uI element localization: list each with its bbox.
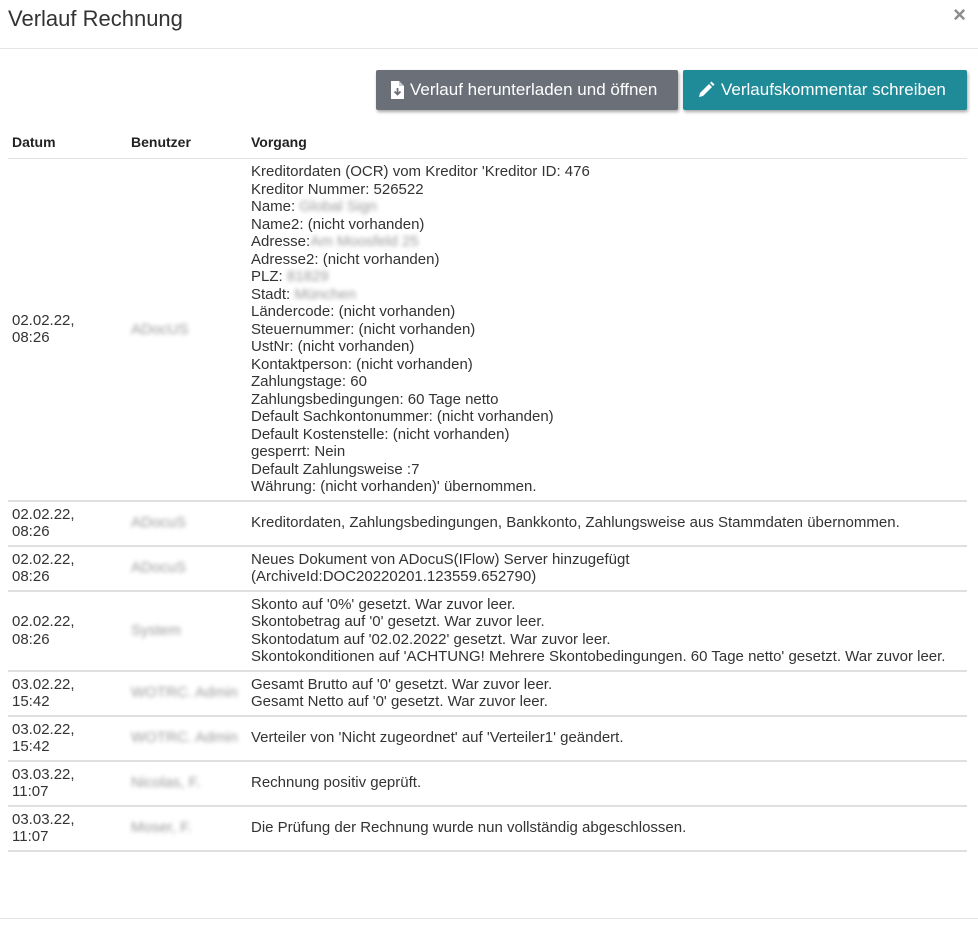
user-cell <box>127 159 247 501</box>
history-table <box>8 126 967 852</box>
user-text: Moser, F. <box>131 819 192 837</box>
date-cell <box>8 591 127 671</box>
user-text: WOTRC. Admin <box>131 684 238 702</box>
action-line: Währung: (nicht vorhanden)' übernommen. <box>251 478 537 495</box>
action-line: Adresse2: (nicht vorhanden) <box>251 250 440 268</box>
action-line: Default Kostenstelle: (nicht vorhanden) <box>251 425 510 443</box>
action-line: Default Sachkontonummer: (nicht vorhanden) <box>251 408 554 425</box>
user-text: System <box>131 621 182 639</box>
table-row <box>8 159 967 501</box>
action-line: Gesamt Netto auf '0' gesetzt. War zuvor leer. <box>251 693 548 710</box>
pencil-icon <box>697 81 715 99</box>
action-line: Name2: (nicht vorhanden) <box>251 215 425 233</box>
action-cell <box>247 761 967 806</box>
action-cell <box>247 671 967 716</box>
date-cell <box>8 546 127 591</box>
blurred-plz: 81829 <box>286 268 329 285</box>
time-text: 08:26 <box>12 630 50 648</box>
date-text: 03.02.22, <box>12 675 75 693</box>
action-cell <box>247 591 967 671</box>
action-line: Zahlungsbedingungen: 60 Tage netto <box>251 390 499 408</box>
column-header-user: Benutzer <box>127 126 247 159</box>
table-row <box>8 501 967 546</box>
action-line: Zahlungstage: 60 <box>251 373 367 390</box>
table-row <box>8 716 967 761</box>
user-text: ADocuS <box>131 559 187 577</box>
action-line: UstNr: (nicht vorhanden) <box>251 338 415 355</box>
user-text: ADocUS <box>131 320 189 338</box>
action-line: Neues Dokument von ADocuS(IFlow) Server hinzugefügt <box>251 550 630 568</box>
dialog-footer-divider <box>0 918 978 919</box>
table-row <box>8 806 967 851</box>
action-line: Kontaktperson: (nicht vorhanden) <box>251 355 473 373</box>
user-cell <box>127 546 247 591</box>
time-text: 15:42 <box>12 738 50 755</box>
time-text: 11:07 <box>12 783 49 800</box>
date-cell <box>8 501 127 546</box>
action-cell <box>247 806 967 851</box>
time-text: 08:26 <box>12 568 50 585</box>
dialog-title: Verlauf Rechnung <box>8 6 183 31</box>
action-line: Skontodatum auf '02.02.2022' gesetzt. War zuvor leer. <box>251 630 611 648</box>
time-text: 11:07 <box>12 828 49 845</box>
action-line: PLZ: 81829 <box>251 268 329 285</box>
table-row <box>8 761 967 806</box>
date-text: 02.02.22, <box>12 311 75 329</box>
action-line: Steuernummer: (nicht vorhanden) <box>251 320 476 338</box>
table-header-row <box>8 126 967 159</box>
blurred-name: Global Sign <box>299 198 377 215</box>
date-text: 02.02.22, <box>12 613 75 630</box>
download-history-label: Verlauf herunterladen und öffnen <box>410 80 658 99</box>
date-cell <box>8 761 127 806</box>
action-line: Stadt: München <box>251 285 357 303</box>
user-text: Nicolas, F. <box>131 774 201 792</box>
user-text: ADocuS <box>131 514 187 532</box>
table-row <box>8 591 967 671</box>
user-cell <box>127 501 247 546</box>
write-comment-label: Verlaufskommentar schreiben <box>721 80 946 99</box>
write-comment-button[interactable] <box>683 70 967 110</box>
action-line: (ArchiveId:DOC20220201.123559.652790) <box>251 568 537 585</box>
date-text: 03.02.22, <box>12 720 75 738</box>
user-text: WOTRC. Admin <box>131 729 238 747</box>
file-download-icon <box>390 81 404 99</box>
date-text: 02.02.22, <box>12 505 75 523</box>
action-cell <box>247 159 967 501</box>
table-row <box>8 671 967 716</box>
action-line: Gesamt Brutto auf '0' gesetzt. War zuvor leer. <box>251 675 553 693</box>
date-text: 03.03.22, <box>12 765 75 783</box>
action-line: gesperrt: Nein <box>251 443 346 460</box>
action-line: Die Prüfung der Rechnung wurde nun vollständig abgeschlossen. <box>251 819 687 837</box>
time-text: 08:26 <box>12 329 50 347</box>
action-line: Verteiler von 'Nicht zugeordnet' auf 'Verteiler1' geändert. <box>251 729 624 747</box>
time-text: 15:42 <box>12 693 50 710</box>
blurred-address: Am Moosfeld 25 <box>310 233 419 250</box>
column-header-date: Datum <box>8 126 127 159</box>
action-line: Ländercode: (nicht vorhanden) <box>251 303 456 320</box>
date-cell <box>8 671 127 716</box>
action-cell <box>247 716 967 761</box>
date-cell <box>8 159 127 501</box>
download-history-button[interactable] <box>376 70 678 110</box>
action-line: Skontokonditionen auf 'ACHTUNG! Mehrere Skontobedingungen. 60 Tage netto' gesetzt. War zuvor leer. <box>251 648 946 665</box>
action-line: Adresse:Am Moosfeld 25 <box>251 233 419 250</box>
user-cell <box>127 716 247 761</box>
action-line: Default Zahlungsweise :7 <box>251 460 420 478</box>
action-line: Rechnung positiv geprüft. <box>251 774 422 792</box>
action-line: Kreditor Nummer: 526522 <box>251 180 424 198</box>
action-line: Skonto auf '0%' gesetzt. War zuvor leer. <box>251 595 516 613</box>
date-text: 02.02.22, <box>12 550 75 568</box>
close-icon[interactable]: × <box>953 2 966 27</box>
table-row <box>8 546 967 591</box>
action-line: Kreditordaten (OCR) vom Kreditor 'Kreditor ID: 476 <box>251 163 590 180</box>
date-text: 03.03.22, <box>12 810 75 828</box>
action-line: Skontobetrag auf '0' gesetzt. War zuvor leer. <box>251 613 545 630</box>
action-cell <box>247 501 967 546</box>
date-cell <box>8 806 127 851</box>
user-cell <box>127 671 247 716</box>
action-cell <box>247 546 967 591</box>
dialog-header <box>0 0 978 49</box>
action-line: Name: Global Sign <box>251 198 377 215</box>
action-line: Kreditordaten, Zahlungsbedingungen, Bankkonto, Zahlungsweise aus Stammdaten übernommen. <box>251 514 900 532</box>
user-cell <box>127 591 247 671</box>
user-cell <box>127 761 247 806</box>
column-header-action: Vorgang <box>247 126 967 159</box>
user-cell <box>127 806 247 851</box>
time-text: 08:26 <box>12 523 50 540</box>
blurred-city: München <box>294 285 357 303</box>
date-cell <box>8 716 127 761</box>
